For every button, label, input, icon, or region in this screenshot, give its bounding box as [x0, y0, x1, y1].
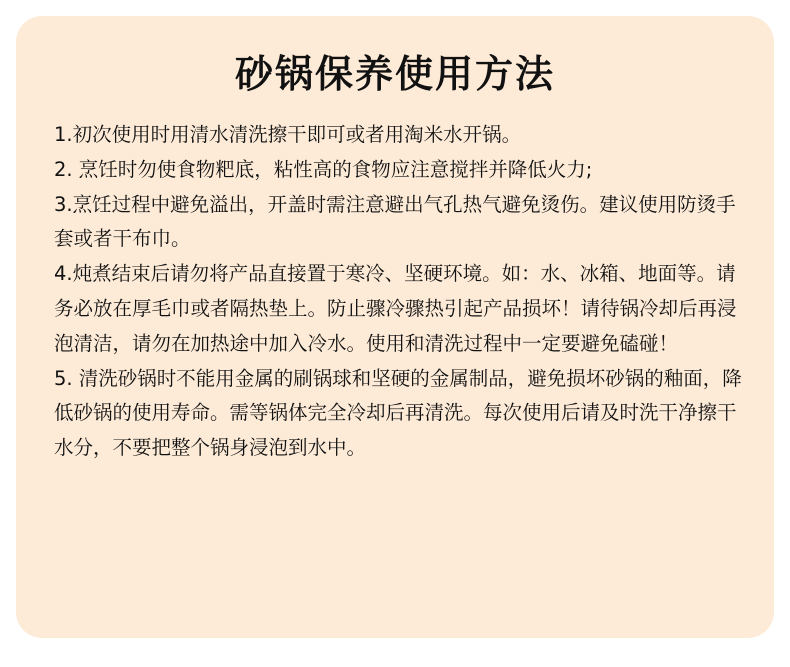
instruction-list	[54, 118, 754, 466]
instruction-item-4: 4.炖煮结束后请勿将产品直接置于寒冷、坚硬环境。如：水、冰箱、地面等。请务必放在厚毛巾或者隔热垫上。防止骤冷骤热引起产品损坏！请待锅冷却后再浸泡清洁，请勿在加热途中加入冷水。使用和清洗过程中一定要避免磕碰！	[54, 262, 737, 355]
instruction-card	[16, 16, 774, 638]
instruction-item-2: 2. 烹饪时勿使食物粑底，粘性高的食物应注意搅拌并降低火力;	[54, 157, 593, 181]
instruction-item-1: 1.初次使用时用清水清洗擦干即可或者用淘米水开锅。	[54, 123, 522, 146]
instruction-item-5: 5. 清洗砂锅时不能用金属的刷锅球和坚硬的金属制品，避免损坏砂锅的釉面，降低砂锅的使用寿命。需等锅体完全冷却后再清洗。每次使用后请及时洗干净擦干水分，不要把整个锅身浸泡到水中。	[54, 366, 742, 460]
page-title: 砂锅保养使用方法	[234, 52, 555, 96]
instruction-item-3: 3.烹饪过程中避免溢出，开盖时需注意避出气孔热气避免烫伤。建议使用防烫手套或者干布巾。	[54, 192, 736, 251]
